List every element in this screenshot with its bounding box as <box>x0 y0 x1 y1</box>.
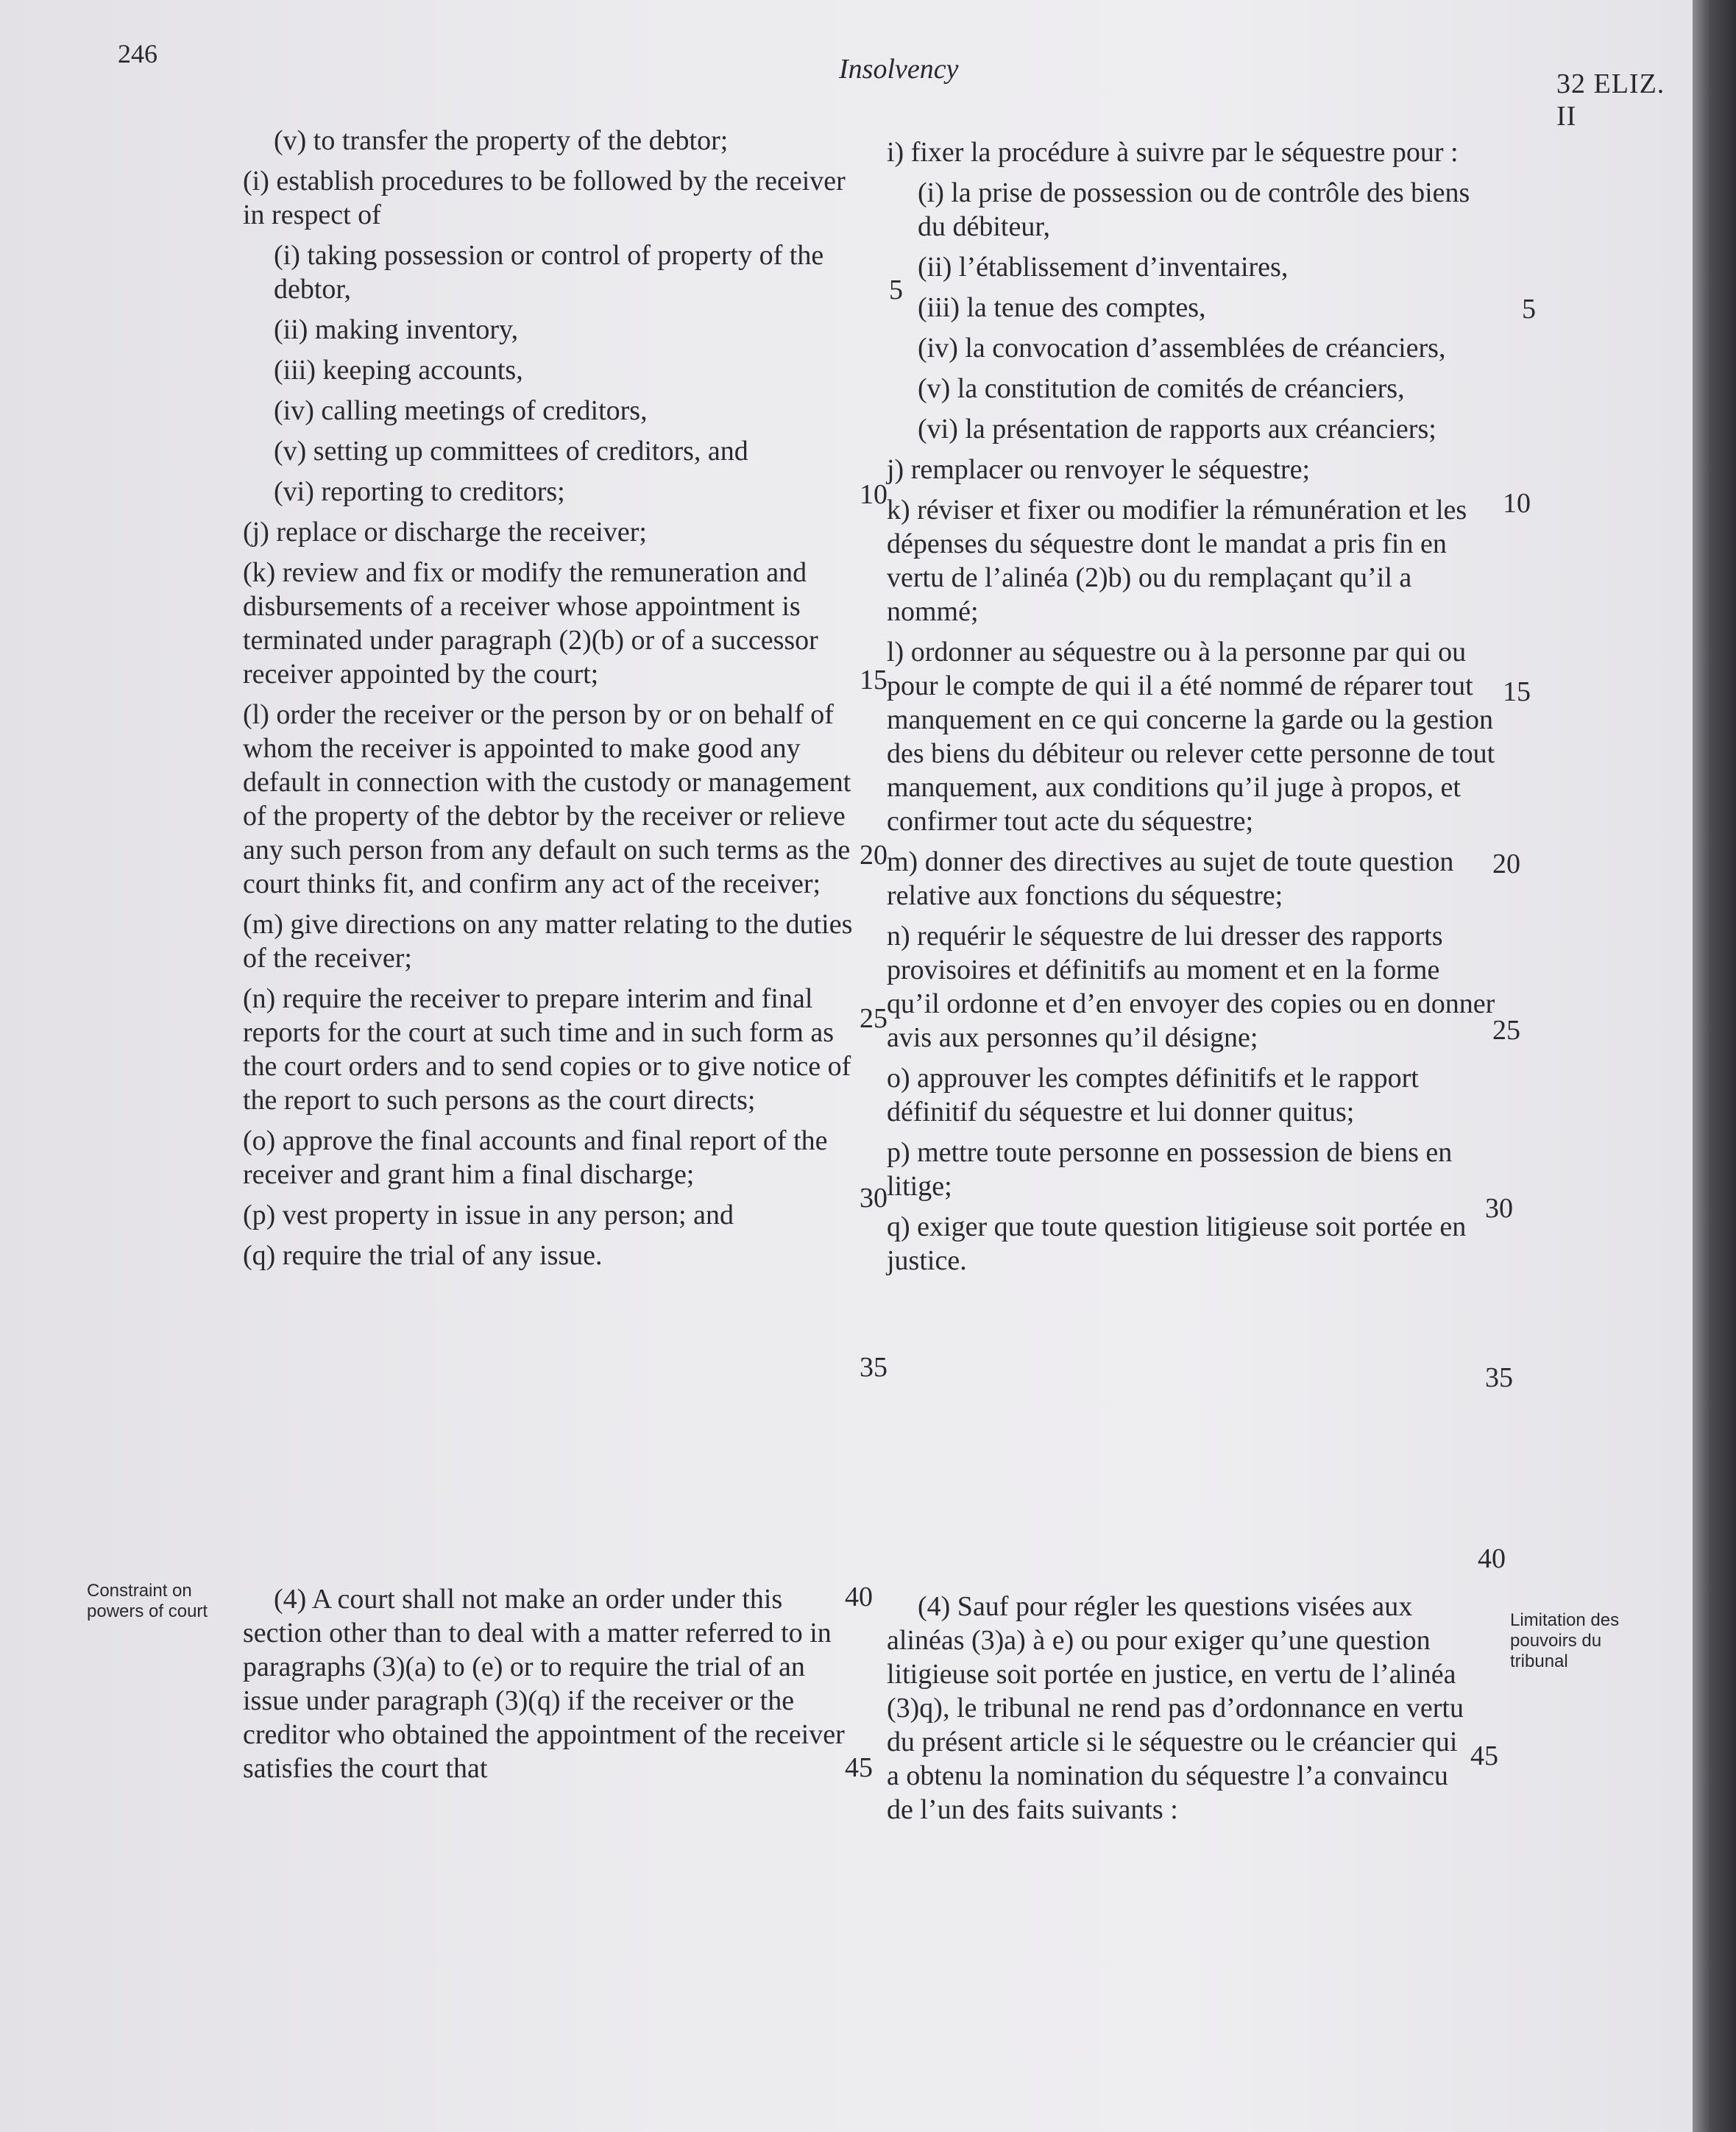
fr-para-n: n) requérir le séquestre de lui dresser des rapports provisoires et définitifs au moment et en la forme qu’il ordonne et d’en envoyer des copies ou en donner avis aux personnes qu’il désigne; <box>887 921 1495 1053</box>
en-para-l: (l) order the receiver or the person by or on behalf of whom the receiver is appointed to make good any default in connection with the custody or management of the property of the debtor by the receiver or relieve any such person from any default on such terms as the court thinks fit, and confirm any act of the receiver; <box>243 699 851 899</box>
french-column <box>887 135 1498 1284</box>
fr-line-number: 30 <box>1485 1193 1513 1224</box>
en-section-4 <box>243 1582 861 1785</box>
en-line-number: 5 <box>889 275 903 305</box>
en-line-number: 20 <box>860 840 888 871</box>
fr-margin-note: Limitation des pouvoirs du tribunal <box>1510 1610 1620 1671</box>
fr-para-q: q) exiger que toute question litigieuse soit portée en justice. <box>887 1211 1467 1276</box>
en-para-o: (o) approve the final accounts and final report of the receiver and grant him a final discharge; <box>243 1125 828 1190</box>
fr-sub-iii: (iii) la tenue des comptes, <box>918 292 1206 323</box>
en-sec4-text: (4) A court shall not make an order under this section other than to deal with a matter referred to in paragraphs (3)(a) to (e) or to require the trial of an issue under paragraph (3)(q) if the receiver or the creditor who obtained the appointment of the receiver satisfies the court that <box>243 1584 845 1784</box>
en-para-i: (i) establish procedures to be followed by the receiver in respect of <box>243 166 846 230</box>
english-column <box>243 124 861 1279</box>
book-spine-shadow <box>1693 0 1736 2132</box>
en-para-m: (m) give directions on any matter relating to the duties of the receiver; <box>243 909 853 974</box>
en-para-j: (j) replace or discharge the receiver; <box>243 517 647 548</box>
fr-line-number: 5 <box>1522 294 1536 325</box>
fr-sub-ii: (ii) l’établissement d’inventaires, <box>918 252 1289 283</box>
fr-line-number: 40 <box>1478 1543 1506 1574</box>
en-line-number: 40 <box>845 1582 873 1612</box>
fr-para-j: j) remplacer ou renvoyer le séquestre; <box>887 454 1311 485</box>
fr-para-i: i) fixer la procédure à suivre par le séquestre pour : <box>887 137 1459 168</box>
fr-sub-iv: (iv) la convocation d’assemblées de créanciers, <box>918 333 1446 364</box>
fr-line-number: 15 <box>1503 676 1531 707</box>
en-sub-iv: (iv) calling meetings of creditors, <box>274 395 648 426</box>
fr-sub-i: (i) la prise de possession ou de contrôle des biens du débiteur, <box>918 177 1470 242</box>
fr-para-k: k) réviser et fixer ou modifier la rémunération et les dépenses du séquestre dont le mandat a pris fin en vertu de l’alinéa (2)b) ou du remplaçant qu’il a nommé; <box>887 495 1467 627</box>
fr-para-o: o) approuver les comptes définitifs et le rapport définitif du séquestre et lui donner quitus; <box>887 1063 1419 1127</box>
page-number: 246 <box>118 39 157 68</box>
en-line-number: 35 <box>860 1352 888 1383</box>
en-margin-note: Constraint on powers of court <box>87 1581 208 1621</box>
fr-sub-vi: (vi) la présentation de rapports aux créanciers; <box>918 414 1436 445</box>
en-sub-ii: (ii) making inventory, <box>274 314 519 345</box>
en-para-n: (n) require the receiver to prepare interim and final reports for the court at such time and in such form as the court orders and to send copies or to give notice of the report to such persons as the court directs; <box>243 983 851 1116</box>
regnal-year: 32 ELIZ. II <box>1556 68 1665 132</box>
fr-section-4 <box>887 1590 1475 1827</box>
en-sub-i: (i) taking possession or control of property of the debtor, <box>274 240 824 305</box>
en-sub-vi: (vi) reporting to creditors; <box>274 476 565 507</box>
en-line-number: 15 <box>860 665 888 695</box>
en-line-number: 30 <box>860 1183 888 1214</box>
en-para-p: (p) vest property in issue in any person; and <box>243 1200 734 1230</box>
fr-sec4-text: (4) Sauf pour régler les questions visées aux alinéas (3)a) à e) ou pour exiger qu’une question litigieuse soit portée en justice, en vertu de l’alinéa (3)q), le tribunal ne rend pas d’ordonnance en vertu du présent article si le séquestre ou le créancier qui a obtenu la nomination du séquestre l’a convaincu de l’un des faits suivants : <box>887 1591 1464 1825</box>
fr-line-number: 10 <box>1503 488 1531 519</box>
fr-para-m: m) donner des directives au sujet de toute question relative aux fonctions du séquestre; <box>887 846 1454 911</box>
en-sub-iii: (iii) keeping accounts, <box>274 355 523 386</box>
running-title: Insolvency <box>839 54 959 85</box>
en-line-number: 45 <box>845 1752 873 1783</box>
en-line-number: 10 <box>860 479 888 510</box>
en-para-k: (k) review and fix or modify the remuneration and disbursements of a receiver whose appointment is terminated under paragraph (2)(b) or of a successor receiver appointed by the court; <box>243 557 818 690</box>
fr-line-number: 25 <box>1492 1015 1520 1046</box>
en-para-q: (q) require the trial of any issue. <box>243 1240 603 1271</box>
en-line-number: 25 <box>860 1003 888 1034</box>
fr-para-p: p) mettre toute personne en possession de biens en litige; <box>887 1137 1453 1202</box>
en-sub-v: (v) setting up committees of creditors, and <box>274 436 748 467</box>
fr-line-number: 20 <box>1492 849 1520 879</box>
fr-sub-v: (v) la constitution de comités de créanciers, <box>918 373 1405 404</box>
fr-line-number: 35 <box>1485 1362 1513 1393</box>
fr-para-l: l) ordonner au séquestre ou à la personne par qui ou pour le compte de qui il a été nommé de réparer tout manquement en ce qui concerne la garde ou la gestion des biens du débiteur ou relever cette personne de tout manquement, aux conditions qu’il juge à propos, et confirmer tout acte du séquestre; <box>887 637 1495 837</box>
fr-line-number: 45 <box>1470 1740 1498 1771</box>
en-item-v-transfer: (v) to transfer the property of the debtor; <box>274 125 729 156</box>
